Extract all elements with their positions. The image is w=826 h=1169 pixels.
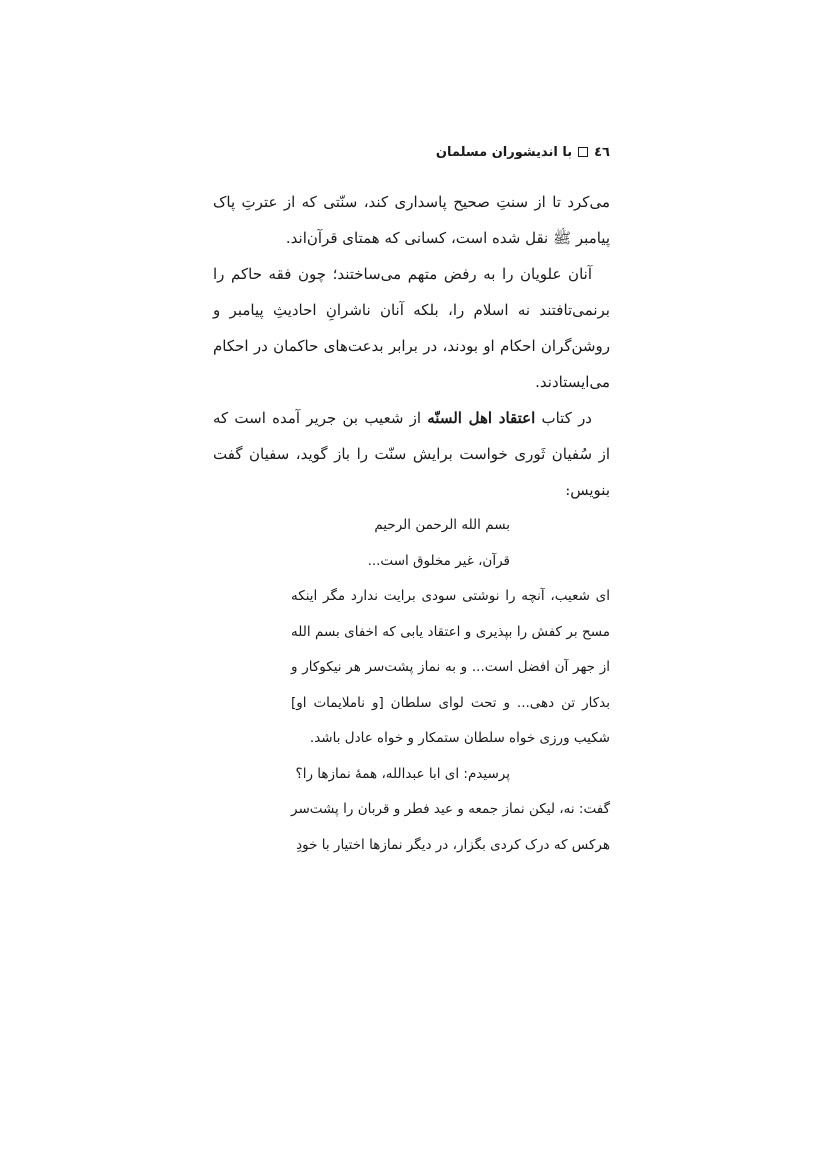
paragraph-alawiyan: آنان علویان را به رفض متهم می‌ساختند؛ چون فقه حاکم را برنمی‌تافتند نه اسلام را، بلکه آنان ناشرانِ احادیثِ پیامبر و روشن‌گران احکام او بودند، در برابر بدعت‌های حاکمان در احکام می‌ایستادند. bbox=[213, 265, 610, 391]
book-page bbox=[213, 140, 610, 863]
quote-basmala: بسم الله الرحمن الرحیم bbox=[374, 517, 510, 533]
running-title: با اندیشوران مسلمان bbox=[435, 144, 573, 160]
square-bullet-icon bbox=[578, 147, 588, 157]
page-body bbox=[213, 184, 610, 863]
book-title: اعتقاد اهل السنّه bbox=[427, 409, 536, 427]
page-header bbox=[213, 140, 610, 164]
paragraph-continuation: می‌کرد تا از سنتِ صحیح پاسداری کند، سنّتی که از عترتِ پاک پیامبر ﷺ نقل شده است، کسانی که همتای قرآن‌اند. bbox=[213, 193, 610, 247]
quote-line-quran: قرآن، غیر مخلوق است... bbox=[367, 552, 510, 569]
citation-pre: در کتاب bbox=[535, 409, 592, 427]
quote-question: پرسیدم: ای ابا عبدالله، همهٔ نمازها را؟ bbox=[295, 765, 510, 782]
quoted-passage bbox=[213, 508, 610, 863]
header-right bbox=[436, 145, 610, 160]
citation-post: از شعیب بن جریر آمده است که از سُفیان ثَوری خواست برایش سنّت را باز گوید، سفیان گفت بنویس: bbox=[213, 409, 610, 499]
page-number: ٤٦ bbox=[594, 144, 610, 160]
quote-answer: گفت: نه، لیکن نماز جمعه و عید فطر و قربان را پشت‌سر هرکس که درک کردی بگزار، در دیگر نمازها اختیار با خودِ bbox=[291, 801, 610, 853]
paragraph-citation bbox=[213, 400, 610, 508]
quote-paragraph-shuayb: ای شعیب، آنچه را نوشتی سودی برایت ندارد مگر اینکه مسح بر کفش را بپذیری و اعتقاد یابی که اخفای بسم الله از جهر آن افضل است... و به نماز پشت‌سر هر نیکوکار و بدکار تن دهی... و تحت لوای سلطان [و ناملایمات او] شکیب ورزی خواه سلطان ستمکار و خواه عادل باشد. bbox=[291, 588, 610, 746]
